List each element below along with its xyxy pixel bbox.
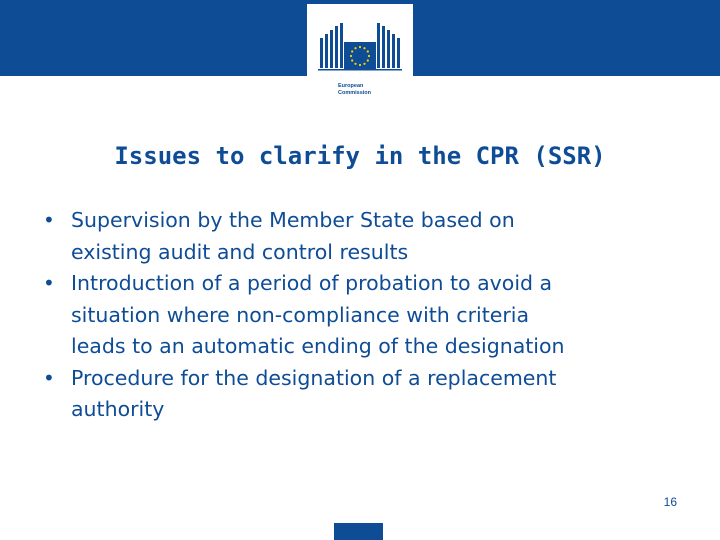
bullet-text-line: Introduction of a period of probation to avoid a <box>71 271 553 295</box>
page-number: 16 <box>663 495 677 509</box>
footer-tab <box>334 523 383 540</box>
bullet-dot-icon: • <box>43 271 55 295</box>
bullet-item <box>41 205 681 268</box>
commission-building-icon <box>312 8 408 76</box>
bullet-text-line: authority <box>71 397 165 421</box>
bullet-text-line: situation where non-compliance with criteria <box>71 302 530 327</box>
bullet-text-line: Supervision by the Member State based on <box>71 208 515 232</box>
logo-wordmark <box>338 83 371 97</box>
bullet-list <box>41 205 681 426</box>
bullet-item <box>41 363 681 426</box>
bullet-text-line: existing audit and control results <box>71 239 409 264</box>
bullet-dot-icon: • <box>43 208 55 232</box>
logo-line-commission: Commission <box>338 90 372 96</box>
bullet-text-line: Procedure for the designation of a replacement <box>71 365 557 390</box>
bullet-text-line: leads to an automatic ending of the designation <box>71 334 565 358</box>
slide-title: Issues to clarify in the CPR (SSR) <box>114 142 606 170</box>
logo-line-european: European <box>338 83 364 89</box>
bullet-dot-icon: • <box>43 365 55 390</box>
european-commission-logo <box>307 4 413 100</box>
bullet-item <box>41 268 681 363</box>
